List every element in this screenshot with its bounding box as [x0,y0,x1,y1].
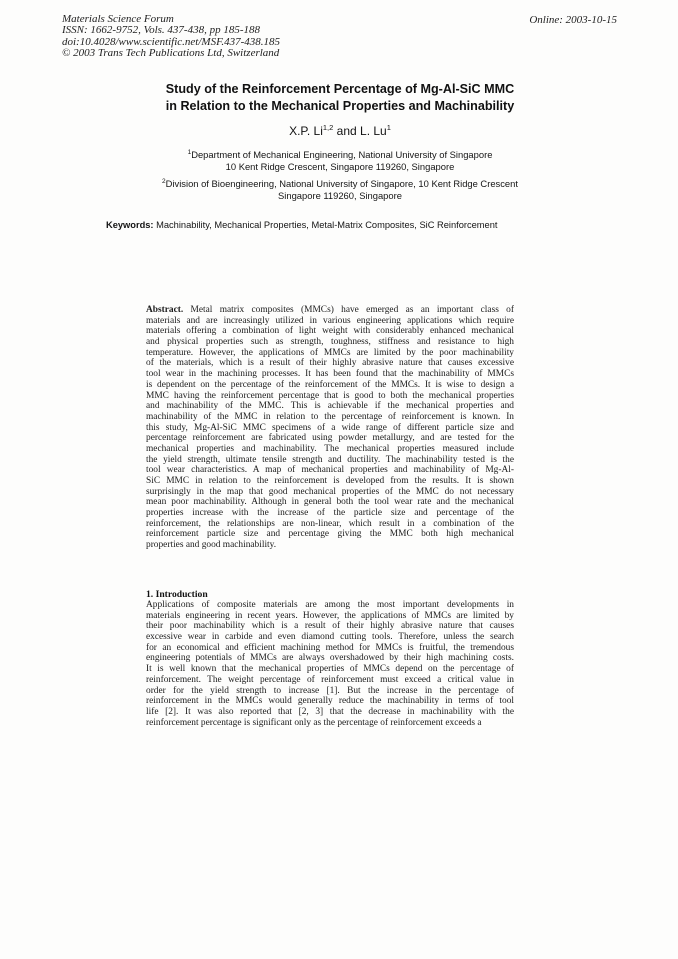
abstract-line: machinability of the MMC in relation to the percentage of reinforcement is known. In [146,411,514,422]
abstract-line: this study, Mg-Al-SiC MMC specimens of a wide range of different particle size and [146,422,514,433]
affiliation-mark: 1 [187,149,192,156]
abstract-line: MMC having the reinforcement percentage that is good to both the mechanical properties [146,390,514,401]
publication-metadata [62,14,280,60]
author-affiliation-mark: 1,2 [322,123,334,132]
abstract-line [146,305,514,316]
abstract-line: reinforcement particle size and percentage giving the MMC both high mechanical [146,529,514,540]
author-name: L. Lu [360,124,387,138]
affiliation-line: Singapore 119260, Singapore [278,190,402,201]
paragraph-line: engineering potentials of MMCs are always overshadowed by their high machining costs. [146,653,514,664]
abstract-line: materials offering a combination of light weight with considerably enhanced mechanical [146,326,514,337]
paragraph-line: Applications of composite materials are among the most important developments in [146,600,514,610]
abstract-line: properties and good machinability. [146,540,277,551]
affiliation-1 [80,149,600,173]
abstract-line: the yield strength, ultimate tensile strength and ductility. The machinability tested is the [146,454,514,465]
paragraph-line: It is well known that the mechanical properties of MMCs depend on the percentage of [146,664,514,675]
abstract-label: Abstract. [146,305,184,315]
keywords-text: Machinability, Mechanical Properties, Metal-Matrix Composites, SiC Reinforcement [153,220,498,230]
abstract-text: Metal matrix composites (MMCs) have emerged as an important class of [183,305,514,315]
abstract-line: percentage reinforcement are fabricated using powder metallurgy, and are tested for the [146,433,514,444]
section-heading: 1. Introduction [146,589,208,600]
title-line: in Relation to the Mechanical Properties and Machinability [165,98,515,113]
journal-name: Materials Science Forum [62,13,174,25]
paper-title [120,81,560,114]
abstract-line: SiC MMC in relation to the reinforcement is developed from the results. It is shown [146,476,514,486]
abstract-line: mechanical properties and machinability. The mechanical properties measured include [146,443,514,454]
affiliation-line: 10 Kent Ridge Crescent, Singapore 119260, Singapore [225,161,455,172]
paragraph-line: reinforcement percentage is significant only as the percentage of reinforcement exceeds a [146,717,482,728]
paragraph-line: reinforcement. The weight percentage of reinforcement must exceed a critical value in [146,674,514,685]
author-name: X.P. Li [289,124,323,138]
abstract-line: is dependent on the percentage of the reinforcement of the MMCs. It is wise to design a [146,379,514,390]
issn-line: ISSN: 1662-9752, Vols. 437-438, pp 185-188 [62,24,260,37]
author-connector: and [333,124,361,138]
abstract-line: tool wear in the machining processes. It has been found that the machinability of MMCs [146,369,514,380]
online-date: Online: 2003-10-15 [529,14,617,26]
abstract-line: materials and are increasingly utilized in various engineering applications which require [146,315,514,326]
paragraph-line: for an economical and efficient machining method for MMCs is fruitful, the tremendous [146,642,514,653]
author-affiliation-mark: 1 [386,123,391,132]
abstract-line: reinforcement, the relationships are non-linear, which result in a combination of the [146,518,514,529]
abstract-line: properties increase with the increase of the particle size and percentage of the [146,508,514,519]
abstract-line: temperature. However, the applications of MMCs are limited by the poor machinability [146,347,514,358]
affiliation-line: Division of Bioengineering, National University of Singapore, 10 Kent Ridge Crescent [165,178,518,189]
author-list [120,124,560,138]
abstract-line: and physical properties such as strength, toughness, stiffness and resistance to high [146,337,514,348]
doi-line: doi:10.4028/www.scientific.net/MSF.437-438.185 [62,35,281,48]
abstract-line: of the materials, which is a result of their highly abrasive nature that causes excessive [146,358,514,369]
abstract-line: mean poor machinability. Although in general both the tool wear rate and the mechanical [146,497,514,508]
keywords-label: Keywords: [106,220,154,230]
abstract-line: tool wear characteristics. A map of mechanical properties and machinability of Mg-Al- [146,465,514,476]
title-line: Study of the Reinforcement Percentage of Mg-Al-SiC MMC [165,82,515,96]
affiliation-line: Department of Mechanical Engineering, National University of Singapore [191,149,493,160]
abstract [146,305,514,551]
affiliation-2 [80,178,600,202]
paragraph-line: their poor machinability which is a result of their highly abrasive nature that causes [146,621,514,632]
abstract-line: surprisingly in the map that good mechanical properties of the MMC do not necessary [146,486,514,497]
affiliation-mark: 2 [162,178,166,185]
paragraph-line: life [2]. It was also reported that [2, 3] that the decrease in machinability with the [146,706,514,717]
keywords [106,220,497,230]
paragraph-line: excessive wear in carbide and even diamond cutting tools. Therefore, unless the search [146,632,514,643]
copyright-line: © 2003 Trans Tech Publications Ltd, Switzerland [62,47,280,60]
paragraph-line: materials engineering in recent years. However, the applications of MMCs are limited by [146,610,514,621]
introduction-body [146,600,514,728]
paragraph-line: order for the yield strength to increase [1]. But the increase in the percentage of [146,685,514,696]
abstract-line: and machinability of the MMC. This is achievable if the mechanical properties and [146,401,514,412]
paragraph-line: reinforcement in the MMCs would generally reduce the machinability in terms of tool [146,696,514,707]
